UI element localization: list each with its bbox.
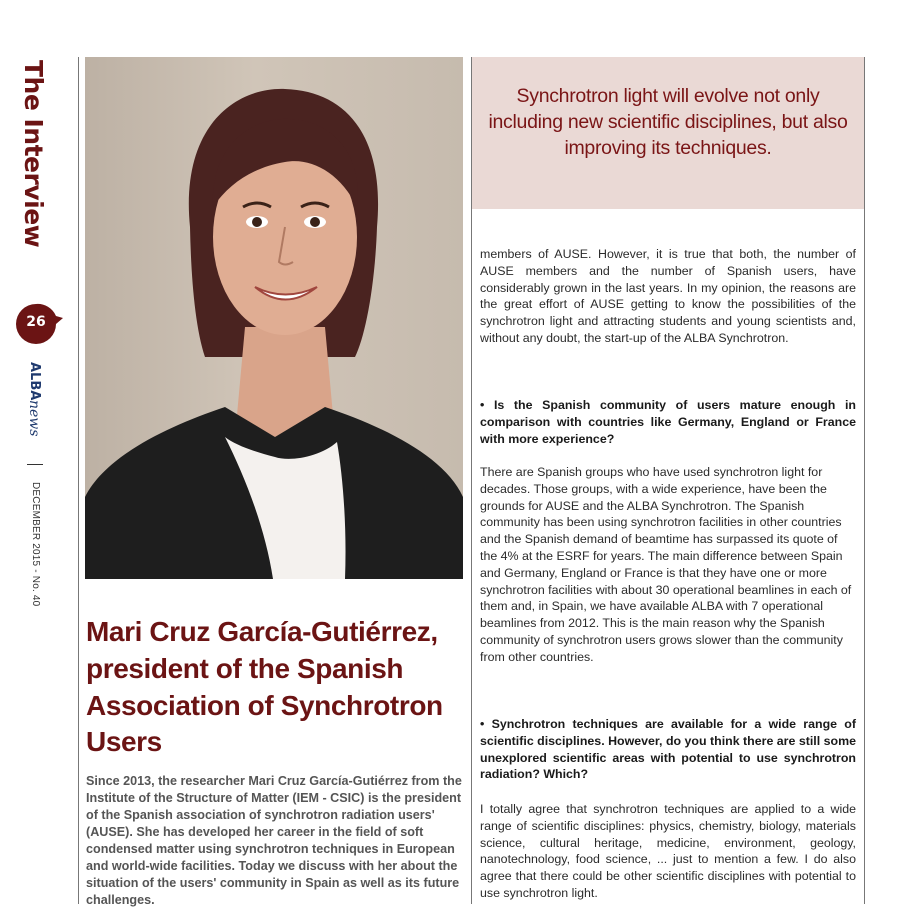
body-paragraph-2: There are Spanish groups who have used synchrotron light for decades. Those groups, with a wide experience, have been the grounds for AUSE and the ALBA Synchrotron. The Spanish community has been using synchrotron facilities in other countries and the Spanish demand of beamtime has surpassed its quote of the 4% at the ESRF for years. The main difference between Spain and Germany, England or France is that they have one or more synchrotron facilities with about 30 operational beamlines in each of them and, in Spain, we have available ALBA with 7 operational beamlines from 2012. This is the main reason why the Spanish community of synchrotron users grows slower than the community from other countries. xyxy=(480,465,852,664)
issue-info xyxy=(29,482,43,607)
portrait-photo xyxy=(85,57,463,579)
body-paragraph-1: members of AUSE. However, it is true that both, the number of AUSE members and the number of Spanish users, have considerably grown in the last years. In my opinion, the reasons are the great effort of AUSE getting to know the possibilities of the synchrotron light and attracting students and young scientists and, without any doubt, the start-up of the ALBA Synchrotron. xyxy=(480,247,856,345)
logo-news: news xyxy=(26,400,42,437)
body-paragraph-3: I totally agree that synchrotron techniques are applied to a wide range of scientific disciplines: physics, chemistry, biology, materials science, cultural heritage, medicine, environment, geology, nanotechnology, food science, ... just to mention a few. I do also agree that there could be other scientific disciplines with potential to use synchrotron light. xyxy=(480,802,856,900)
article-headline: Mari Cruz García-Gutiérrez, president of the Spanish Association of Synchrotron Users xyxy=(86,616,443,758)
alba-news-logo xyxy=(26,362,46,452)
question-1: • Is the Spanish community of users mature enough in comparison with countries like Germany, England or France with more experience? xyxy=(480,398,856,446)
question-2: • Synchrotron techniques are available for a wide range of scientific disciplines. However, do you think there are still some unexplored scientific areas with potential to use synchrotron radiation? Which? xyxy=(480,717,856,782)
column-rule-left xyxy=(78,57,79,904)
column-rule-right xyxy=(864,57,865,904)
article-intro: Since 2013, the researcher Mari Cruz García-Gutiérrez from the Institute of the Structure of Matter (IEM - CSIC) is the president of the Spanish association of synchrotron radiation users' (AUSE). She has developed her career in the field of soft condensed matter using synchrotron techniques in European and world-wide facilities. Today we discuss with her about the situation of the users' community in Spain as well as its future challenges. xyxy=(86,774,462,907)
section-title xyxy=(18,60,48,248)
section-title-text: The Interview xyxy=(19,60,48,248)
page-number: 26 xyxy=(26,314,46,330)
pull-quote-text: Synchrotron light will evolve not only including new scientific disciplines, but also improving its techniques. xyxy=(488,85,848,159)
page-number-badge xyxy=(15,302,59,342)
logo-alba: ALBA xyxy=(27,362,42,401)
pull-quote xyxy=(472,57,864,209)
sidebar-divider xyxy=(27,464,43,465)
issue-text: DECEMBER 2015 - No. 40 xyxy=(30,482,41,607)
